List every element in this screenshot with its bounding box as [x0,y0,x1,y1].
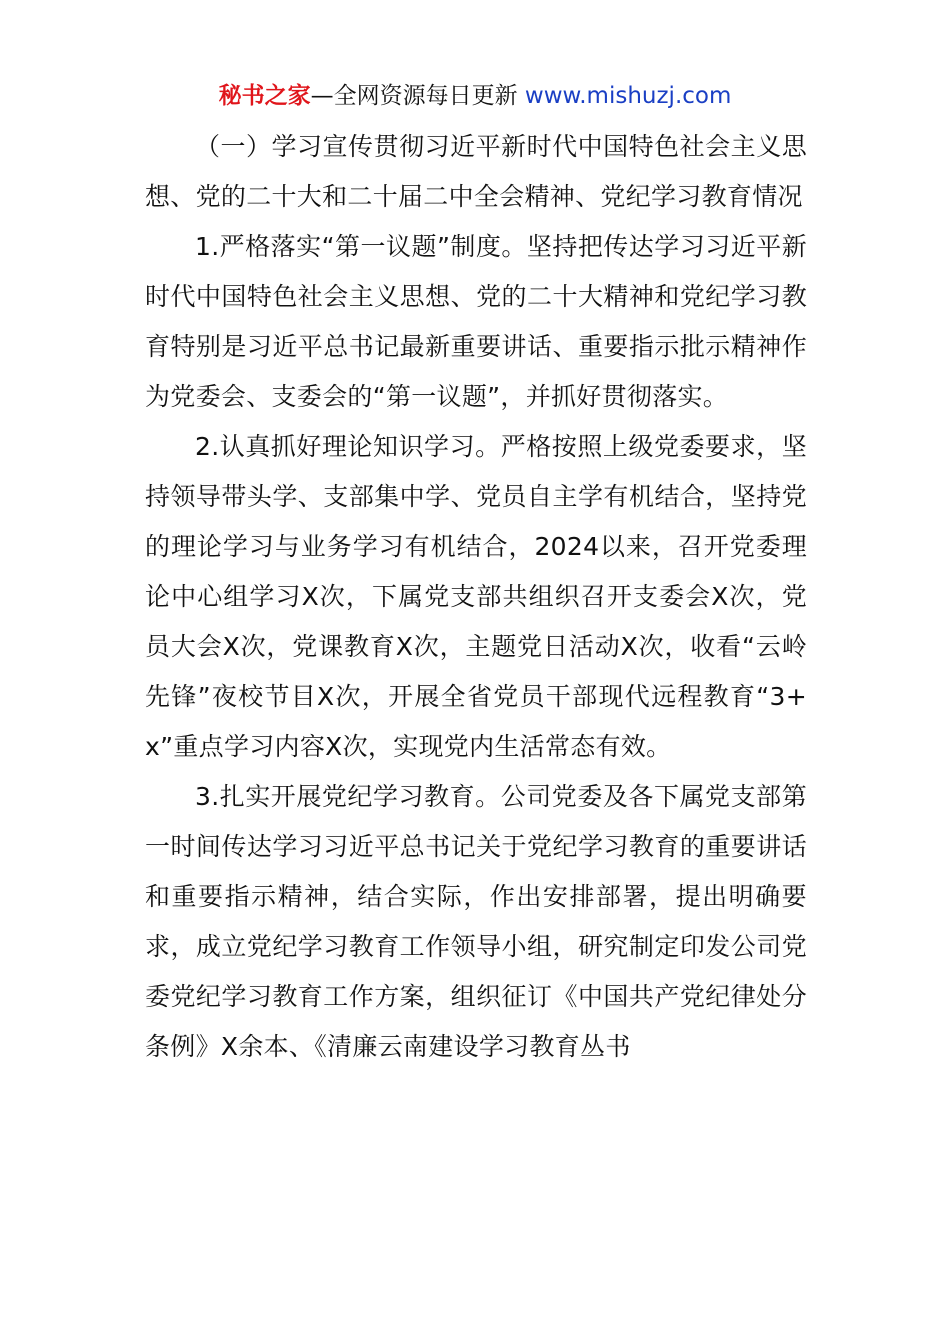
site-tagline: —全网资源每日更新 [310,83,518,109]
site-header [0,80,950,112]
paragraph-2: 2.认真抓好理论知识学习。严格按照上级党委要求，坚持领导带头学、支部集中学、党员自主学有机结合，坚持党的理论学习与业务学习有机结合，2024以来，召开党委理论中心组学习X次，下属党支部共组织召开支委会X次，党员大会X次，党课教育X次，主题党日活动X次，收看“云岭先锋”夜校节目X次，开展全省党员干部现代远程教育“3+x”重点学习内容X次，实现党内生活常态有效。 [145,432,807,761]
site-url-link[interactable]: www.mishuzj.com [524,83,732,109]
document-body [145,122,807,1072]
paragraph-3: 3.扎实开展党纪学习教育。公司党委及各下属党支部第一时间传达学习习近平总书记关于党纪学习教育的重要讲话和重要指示精神，结合实际，作出安排部署，提出明确要求，成立党纪学习教育工作领导小组，研究制定印发公司党委党纪学习教育工作方案，组织征订《中国共产党纪律处分条例》X余本、《清廉云南建设学习教育丛书 [145,782,807,1061]
paragraph-1: 1.严格落实“第一议题”制度。坚持把传达学习习近平新时代中国特色社会主义思想、党的二十大精神和党纪学习教育特别是习近平总书记最新重要讲话、重要指示批示精神作为党委会、支委会的“第一议题”，并抓好贯彻落实。 [145,232,807,411]
section-heading: （一）学习宣传贯彻习近平新时代中国特色社会主义思想、党的二十大和二十届二中全会精神、党纪学习教育情况 [145,132,807,211]
site-brand: 秘书之家 [218,83,311,109]
